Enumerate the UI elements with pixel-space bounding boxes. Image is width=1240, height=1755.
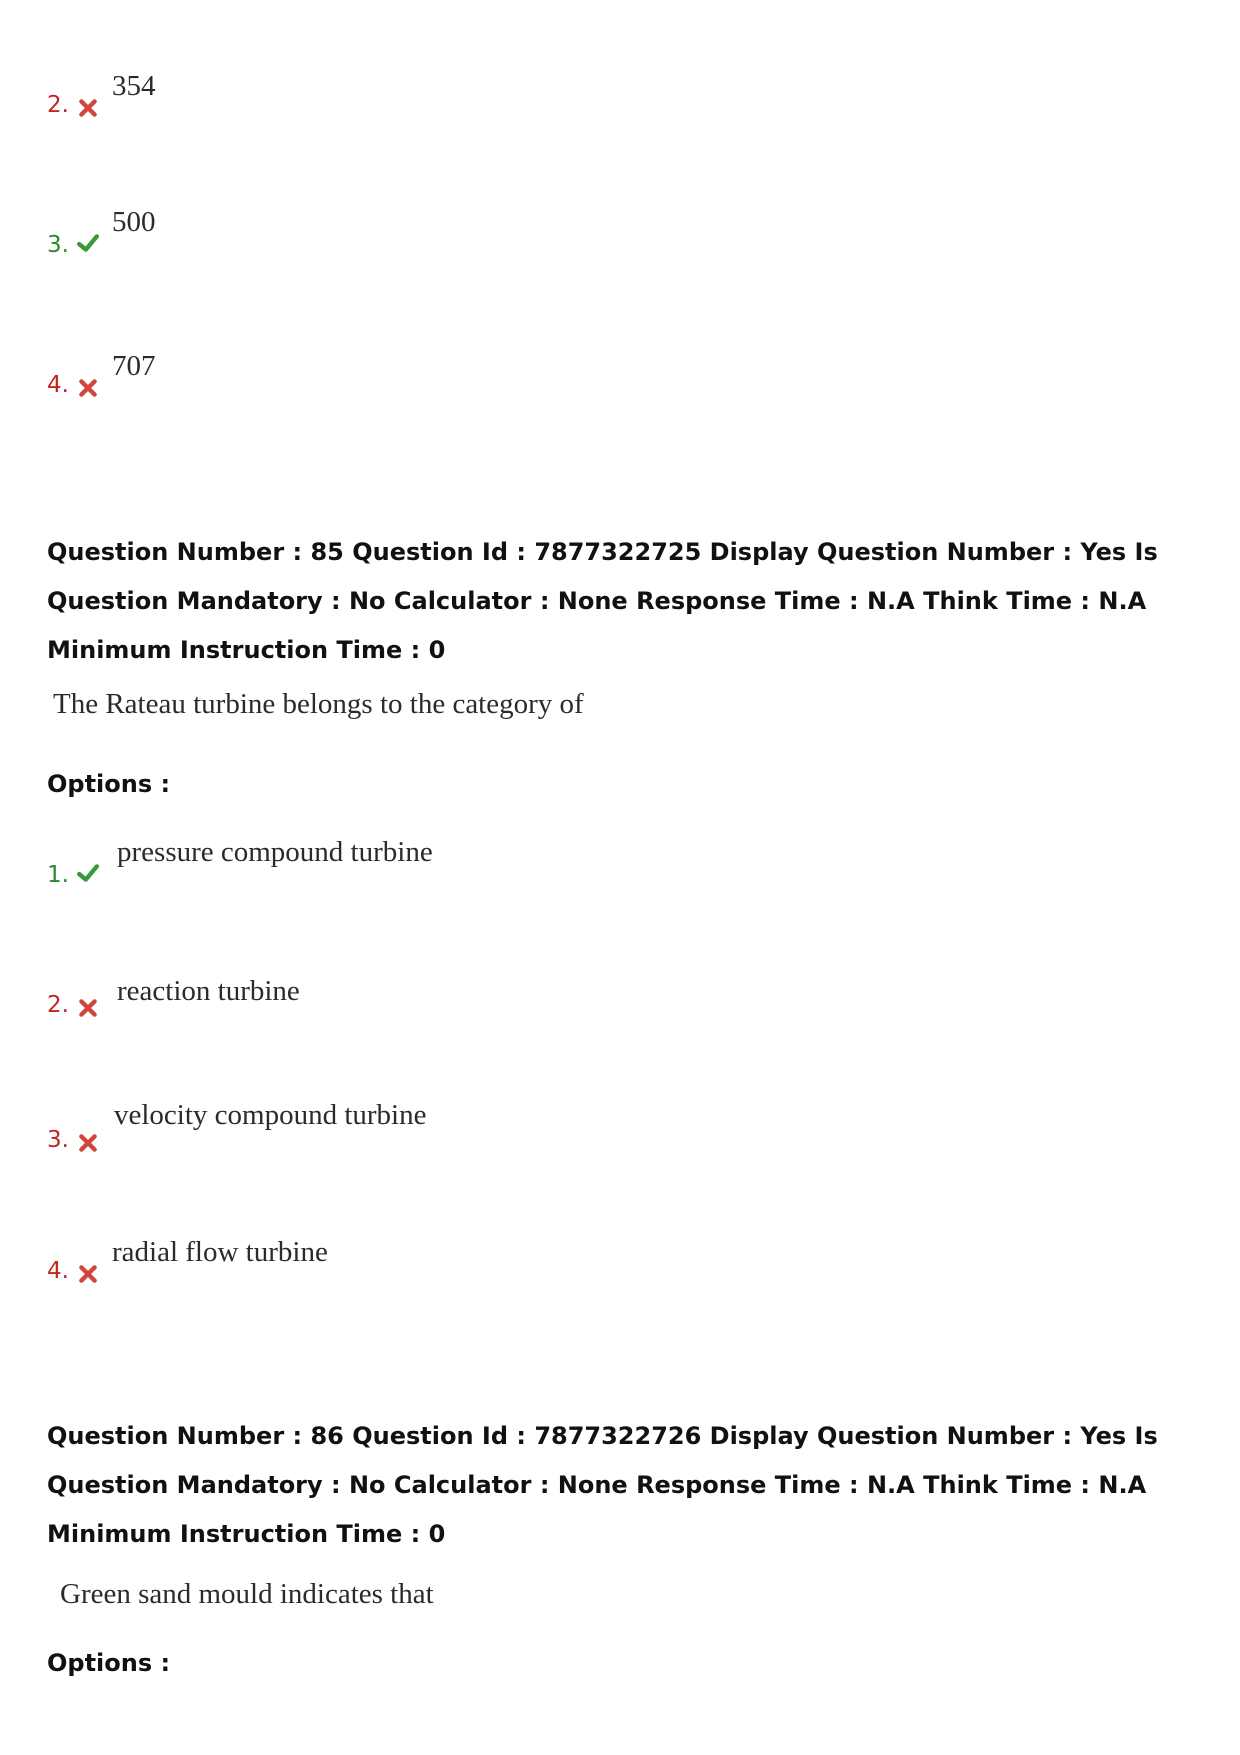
- option-number: 4.: [47, 1258, 69, 1284]
- option-row: [0, 70, 1240, 130]
- option-text: radial flow turbine: [112, 1236, 328, 1268]
- option-number: 2.: [47, 992, 69, 1018]
- option-number: 2.: [47, 92, 69, 118]
- option-number: 3.: [47, 1127, 69, 1153]
- question-text: Green sand mould indicates that: [60, 1578, 434, 1610]
- option-row: [0, 350, 1240, 410]
- question-meta: Question Number : 86 Question Id : 7877322726 Display Question Number : Yes Is Question Mandatory : No Calculator : None Response Time : N.A Think Time : N.A Minimum Instruction Time : 0: [47, 1422, 1158, 1548]
- option-text: velocity compound turbine: [114, 1099, 427, 1131]
- option-text: 354: [112, 70, 156, 102]
- option-text: 500: [112, 206, 156, 238]
- option-text: pressure compound turbine: [117, 836, 433, 868]
- options-label: Options :: [47, 1649, 171, 1677]
- option-number: 4.: [47, 372, 69, 398]
- check-icon: [77, 862, 99, 884]
- option-number: 1.: [47, 862, 69, 888]
- option-text: reaction turbine: [117, 975, 300, 1007]
- option-row: [0, 836, 1240, 896]
- cross-icon: [77, 1132, 99, 1154]
- check-icon: [77, 232, 99, 254]
- cross-icon: [77, 97, 99, 119]
- option-number: 3.: [47, 232, 69, 258]
- option-row: [0, 975, 1240, 1035]
- option-row: [0, 206, 1240, 266]
- option-row: [0, 1236, 1240, 1296]
- options-label: Options :: [47, 770, 171, 798]
- cross-icon: [77, 997, 99, 1019]
- question-text: The Rateau turbine belongs to the category of: [53, 688, 584, 720]
- cross-icon: [77, 1263, 99, 1285]
- option-text: 707: [112, 350, 156, 382]
- question-meta: Question Number : 85 Question Id : 7877322725 Display Question Number : Yes Is Question Mandatory : No Calculator : None Response Time : N.A Think Time : N.A Minimum Instruction Time : 0: [47, 538, 1158, 664]
- option-row: [0, 1099, 1240, 1159]
- cross-icon: [77, 377, 99, 399]
